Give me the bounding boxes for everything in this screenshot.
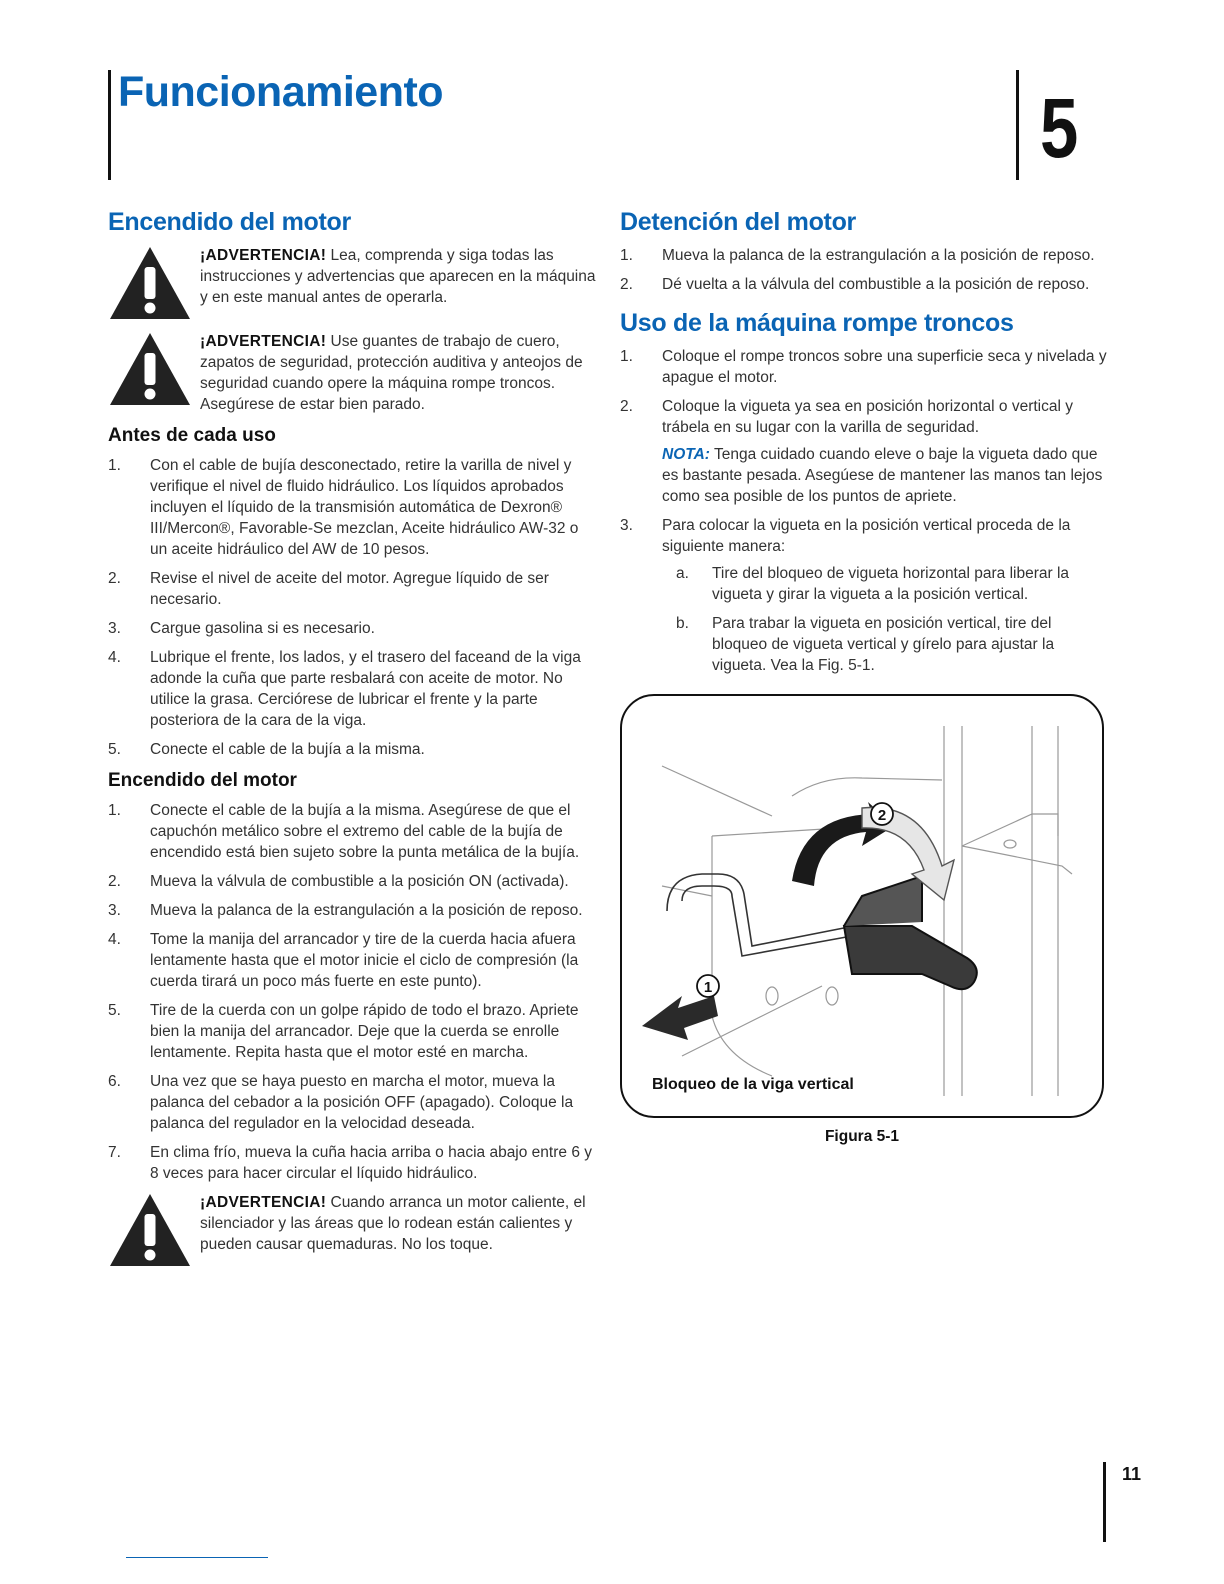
section-heading-stop-engine: Detención del motor [620,208,856,236]
warning-label: ¡ADVERTENCIA! [200,1194,327,1211]
list-item: 3. Mueva la palanca de la estrangulación a la posición de reposo. [108,902,583,919]
list-item: 2. Revise el nivel de aceite del motor. Agregue líquido de ser necesario. [108,570,549,608]
list-item: 1. Coloque el rompe troncos sobre una superficie seca y nivelada y apague el motor. [620,348,1107,386]
note-label: NOTA: [662,446,710,463]
list-item: 2. Dé vuelta a la válvula del combustible a la posición de reposo. [620,276,1090,293]
left-column [108,208,598,1278]
figure-caption: Bloqueo de la viga vertical [652,1076,854,1093]
subheading-before-use: Antes de cada uso [108,425,276,446]
title-rule-left [108,70,111,180]
list-item: 7. En clima frío, mueva la cuña hacia arriba o hacia abajo entre 6 y 8 veces para hacer circular el líquido hidráulico. [108,1144,592,1182]
vertical-beam-lock-illustration [622,696,1102,1116]
warning-text: Cuando arranca un motor caliente, el silenciador y las áreas que lo rodean están calientes y pueden causar quemaduras. No los toque. [200,1194,586,1253]
figure-label: Figura 5-1 [824,1128,900,1145]
list-item: 1. Con el cable de bujía desconectado, retire la varilla de nivel y verifique el nivel de fluido hidráulico. Los líquidos aprobados incluyen el líquido de la transmisión automática de Dexron® III/Mercon®, Favorable-Se mezclan, Aceite hidráulico AW-32 o un aceite hidráulico del AW de 10 pesos. [108,457,579,558]
title-rule-right [1016,70,1019,180]
chapter-number: 5 [1040,81,1079,175]
list-item: 5. Tire de la cuerda con un golpe rápido de todo el brazo. Apriete bien la manija del arrancador. Deje que la cuerda se enrolle lentamente. Repita hasta que el motor esté en marcha. [108,1002,579,1061]
stop-engine-list [620,245,1110,295]
callout-1: 1 [703,979,713,996]
list-item: 1. Mueva la palanca de la estrangulación a la posición de reposo. [620,247,1095,264]
sub-list-item: b. Para trabar la vigueta en posición vertical, tire del bloqueo de vigueta vertical y gírelo para ajustar la vigueta. Vea la Fig. 5-1. [676,615,1055,674]
list-item: 1. Conecte el cable de la bujía a la misma. Asegúrese de que el capuchón metálico sobre el extremo del cable de la bujía de encendido está bien sujeto sobre la punta metálica de la bujía. [108,802,580,861]
warning-triangle-icon [108,1192,192,1268]
list-item: 4. Tome la manija del arrancador y tire de la cuerda hacia afuera lentamente hasta que el motor inicie el ciclo de compresión (la cuerda tirará un poco más fuerte en este punto). [108,931,579,990]
warning-triangle-icon [108,331,192,407]
callout-2: 2 [877,807,887,824]
warning-label: ¡ADVERTENCIA! [200,333,327,350]
warning-triangle-icon [108,245,192,321]
list-item: 4. Lubrique el frente, los lados, y el trasero del faceand de la viga adonde la cuña que parte resbalará con aceite de motor. No utilice la grasa. Cerciórese de lubricar el frente y la parte posteriora de la cara de la viga. [108,649,581,729]
warning-block [108,1192,598,1272]
right-column [620,208,1110,1146]
warning-label: ¡ADVERTENCIA! [200,247,327,264]
footer-rule [126,1557,268,1558]
figure-5-1 [620,694,1104,1118]
start-engine-list [108,800,598,1184]
list-item: 5. Conecte el cable de la bujía a la misma. [108,741,425,758]
sub-list-item: a. Tire del bloqueo de vigueta horizontal para liberar la vigueta y girar la vigueta a la posición vertical. [676,565,1070,603]
list-item: 6. Una vez que se haya puesto en marcha el motor, mueva la palanca del cebador a la posición OFF (apagado). Coloque la palanca del regulador en la velocidad deseada. [108,1073,574,1132]
warning-text: Use guantes de trabajo de cuero, zapatos de seguridad, protección auditiva y anteojos de seguridad cuando opere la máquina rompe troncos. Asegúrese de estar bien parado. [200,333,583,413]
section-heading-start-engine: Encendido del motor [108,208,351,236]
list-item: 2. Coloque la vigueta ya sea en posición horizontal o vertical y trábela en su lugar con la varilla de seguridad. NOTA: Tenga cuidado cuando eleve o baje la vigueta dado que es bastante pesada. Asegúese de mantener las manos tan lejos como sea posible de los puntos de apriete. [620,396,1110,507]
page-number: 11 [1122,1464,1142,1484]
list-item: 2. Mueva la válvula de combustible a la posición ON (activada). [108,873,569,890]
before-use-list [108,455,598,760]
section-heading-use-splitter: Uso de la máquina rompe troncos [620,309,1014,337]
warning-block [108,245,598,325]
sub-step-list [662,563,1110,676]
list-item: 3. Para colocar la vigueta en la posición vertical proceda de la siguiente manera: a. Tire del bloqueo de vigueta horizontal para liberar la vigueta y girar la vigueta a la posición vertical. b. Para trabar la vigueta en posición vertical, tire del bloqueo de vigueta vertical y gírelo para ajustar la vigueta. Vea la Fig. 5-1. [620,515,1110,676]
warning-text: Lea, comprenda y siga todas las instrucciones y advertencias que aparecen en la máquina y en este manual antes de operarla. [200,247,596,306]
chapter-title: Funcionamiento [118,68,444,116]
note-paragraph: NOTA: Tenga cuidado cuando eleve o baje la vigueta dado que es bastante pesada. Asegúese de mantener las manos tan lejos como sea posible de los puntos de apriete. [662,446,1103,505]
list-item: 3. Cargue gasolina si es necesario. [108,620,375,637]
warning-block [108,331,598,415]
use-splitter-list [620,346,1110,676]
subheading-start-engine: Encendido del motor [108,770,297,791]
page-number-rule [1103,1462,1106,1542]
